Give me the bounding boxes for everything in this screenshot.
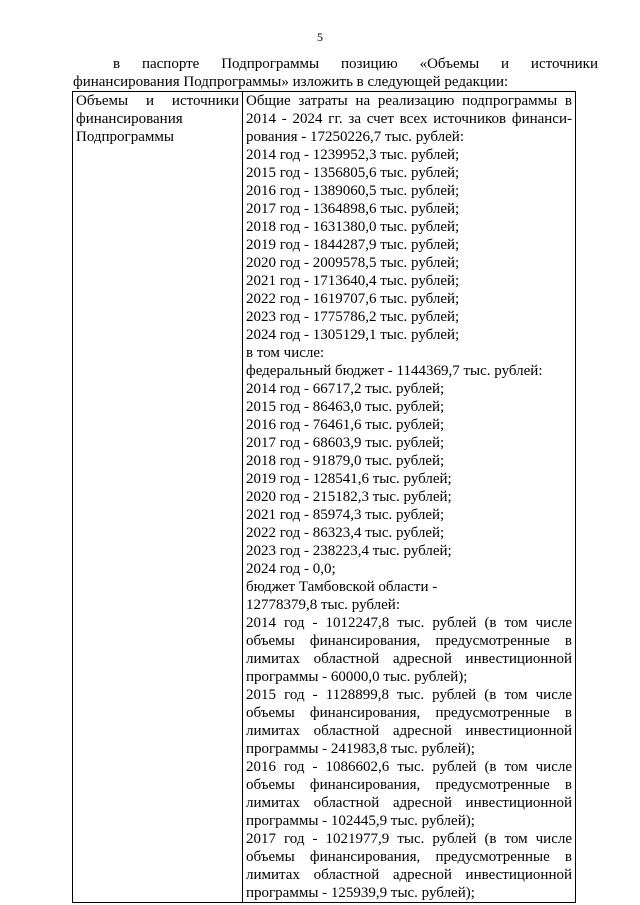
regional-year-line: лимитах областной адресной инвестиционной: [246, 723, 572, 739]
position-name-cell: [73, 92, 243, 903]
intro-paragraph: [73, 55, 598, 91]
regional-year-line: программы - 60000,0 тыс. рублей);: [246, 669, 468, 685]
federal-year-line: 2018 год - 91879,0 тыс. рублей;: [246, 453, 445, 469]
total-year-line: 2016 год - 1389060,5 тыс. рублей;: [246, 183, 460, 199]
regional-year-line: объемы финансирования, предусмотренные в: [246, 777, 572, 793]
passport-table: [72, 91, 576, 903]
regional-year-line: программы - 102445,9 тыс. рублей);: [246, 813, 475, 829]
regional-year-line: 2017 год - 1021977,9 тыс. рублей (в том числе: [246, 831, 572, 847]
regional-year-line: 2016 год - 1086602,6 тыс. рублей (в том числе: [246, 759, 572, 775]
federal-year-line: 2017 год - 68603,9 тыс. рублей;: [246, 435, 445, 451]
intro-line-1: в паспорте Подпрограммы позицию «Объемы и источники: [113, 56, 598, 72]
federal-year-line: 2014 год - 66717,2 тыс. рублей;: [246, 381, 445, 397]
regional-year-line: программы - 125939,9 тыс. рублей);: [246, 885, 475, 901]
position-name-line: Объемы и источники: [76, 93, 239, 109]
regional-year-line: объемы финансирования, предусмотренные в: [246, 633, 572, 649]
regional-year-line: 2015 год - 1128899,8 тыс. рублей (в том числе: [246, 687, 572, 703]
federal-year-line: 2016 год - 76461,6 тыс. рублей;: [246, 417, 445, 433]
regional-year-line: программы - 241983,8 тыс. рублей);: [246, 741, 475, 757]
total-year-line: 2024 год - 1305129,1 тыс. рублей;: [246, 327, 460, 343]
regional-budget-line: бюджет Тамбовской области -: [246, 579, 438, 595]
intro-line-2: финансирования Подпрограммы» изложить в следующей редакции:: [73, 74, 509, 90]
total-year-line: 2021 год - 1713640,4 тыс. рублей;: [246, 273, 460, 289]
federal-year-line: 2015 год - 86463,0 тыс. рублей;: [246, 399, 445, 415]
regional-year-line: лимитах областной адресной инвестиционной: [246, 867, 572, 883]
regional-budget-line: 12778379,8 тыс. рублей:: [246, 597, 400, 613]
federal-year-line: 2021 год - 85974,3 тыс. рублей;: [246, 507, 445, 523]
regional-year-line: лимитах областной адресной инвестиционной: [246, 795, 572, 811]
table-row: [73, 92, 576, 903]
summary-line: рования - 17250226,7 тыс. рублей:: [246, 129, 464, 145]
total-year-line: 2020 год - 2009578,5 тыс. рублей;: [246, 255, 460, 271]
regional-year-line: объемы финансирования, предусмотренные в: [246, 705, 572, 721]
regional-year-line: объемы финансирования, предусмотренные в: [246, 849, 572, 865]
total-year-line: 2015 год - 1356805,6 тыс. рублей;: [246, 165, 460, 181]
federal-year-line: 2020 год - 215182,3 тыс. рублей;: [246, 489, 452, 505]
regional-year-line: 2014 год - 1012247,8 тыс. рублей (в том числе: [246, 615, 572, 631]
total-year-line: 2017 год - 1364898,6 тыс. рублей;: [246, 201, 460, 217]
summary-line: Общие затраты на реализацию подпрограммы в: [246, 93, 572, 109]
position-name-line: финансирования: [76, 111, 183, 127]
total-year-line: 2018 год - 1631380,0 тыс. рублей;: [246, 219, 460, 235]
summary-line: 2014 - 2024 гг. за счет всех источников финанси-: [246, 111, 572, 127]
federal-year-line: 2022 год - 86323,4 тыс. рублей;: [246, 525, 445, 541]
total-year-line: 2019 год - 1844287,9 тыс. рублей;: [246, 237, 460, 253]
page-number: 5: [317, 30, 323, 44]
position-name-line: Подпрограммы: [76, 129, 174, 145]
including-label: в том числе:: [246, 345, 325, 361]
federal-total-line: федеральный бюджет - 1144369,7 тыс. рублей:: [246, 363, 543, 379]
federal-year-line: 2023 год - 238223,4 тыс. рублей;: [246, 543, 452, 559]
total-year-line: 2022 год - 1619707,6 тыс. рублей;: [246, 291, 460, 307]
federal-year-line: 2019 год - 128541,6 тыс. рублей;: [246, 471, 452, 487]
total-year-line: 2023 год - 1775786,2 тыс. рублей;: [246, 309, 460, 325]
position-value-cell: [243, 92, 576, 903]
regional-year-line: лимитах областной адресной инвестиционной: [246, 651, 572, 667]
federal-year-line: 2024 год - 0,0;: [246, 561, 336, 577]
total-year-line: 2014 год - 1239952,3 тыс. рублей;: [246, 147, 460, 163]
